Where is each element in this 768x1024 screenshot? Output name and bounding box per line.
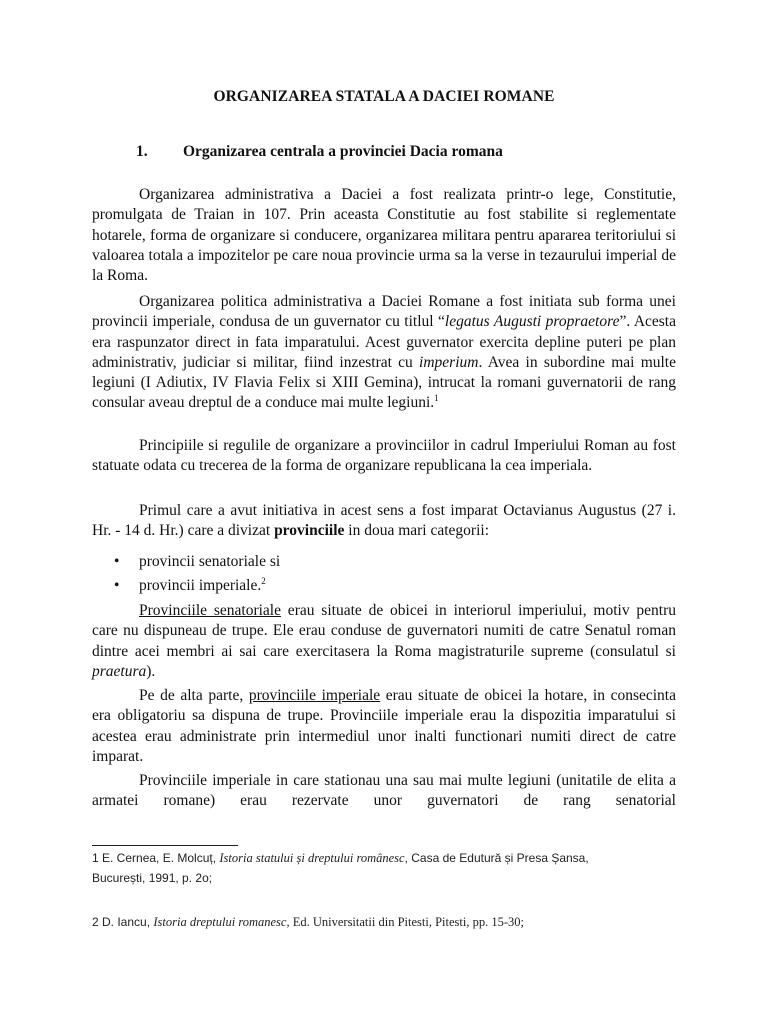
footnote-2: 2 D. Iancu, Istoria dreptului romanesc, Ed. Universitatii din Pitesti, Pitesti, pp. 15-30; bbox=[92, 915, 524, 929]
imperium-term: imperium bbox=[419, 353, 479, 371]
paragraph-5: Provinciile senatoriale erau situate de obicei in interiorul imperiului, motiv pentru care nu dispuneau de trupe. Ele erau conduse de guvernatori numiti de catre Senatul roman dintre acei membri ai sai care exercitasera la Roma magistraturile supreme (consulatul si praetura). bbox=[92, 602, 676, 680]
provinciile-imperiale-term: provinciile imperiale bbox=[248, 687, 381, 704]
list-item: • provincii imperiale.$^2$ bbox=[114, 574, 280, 598]
footnote-ref-1[interactable]: 1 bbox=[434, 393, 439, 404]
bullet-list bbox=[114, 550, 280, 598]
document-title: ORGANIZAREA STATALA A DACIEI ROMANE bbox=[213, 88, 555, 105]
paragraph-7: Provinciile imperiale in care stationau una sau mai multe legiuni (unitatile de elita a armatei romane) erau rezervate unor guvernatori de rang senatorial bbox=[92, 772, 676, 810]
footnote-1-title: Istoria statului și dreptului românesc bbox=[219, 851, 405, 865]
section-number: 1. bbox=[136, 143, 148, 160]
bullet-icon: • bbox=[114, 577, 120, 594]
footnote-separator bbox=[92, 845, 238, 846]
paragraph-3: Principiile si regulile de organizare a provinciilor in cadrul Imperiului Roman au fost statuate odata cu trecerea de la forma de organizare republicana la cea imperiala. bbox=[92, 437, 676, 475]
paragraph-1: Organizarea administrativa a Daciei a fost realizata printr-o lege, Constitutie, promulgata de Traian in 107. Prin aceasta Constitutie au fost stabilite si reglementate hotarele, forma de organizare si conducere, organizarea militara pentru apararea teritoriului si valoarea totala a impozitelor pe care noua provincie urma sa la verse in tezaurului imperial de la Roma. bbox=[92, 186, 676, 285]
footnote-ref-2[interactable]: 2 bbox=[261, 575, 266, 586]
provinciile-senatoriale-term: Provinciile senatoriale bbox=[139, 602, 281, 619]
footnote-1: 1 E. Cernea, E. Molcuț, Istoria statului și dreptului românesc, Casa de Edutură și Presa Șansa, București, 1991, p. 2o; bbox=[92, 851, 589, 885]
section-heading bbox=[136, 143, 503, 161]
bullet-icon: • bbox=[114, 553, 120, 570]
legatus-term: legatus Augusti propraetore bbox=[444, 313, 620, 331]
paragraph-4: Primul care a avut initiativa in acest sens a fost imparat Octavianus Augustus (27 i. Hr. - 14 d. Hr.) care a divizat provinciile in doua mari categorii: bbox=[92, 502, 676, 540]
paragraph-2: Organizarea politica administrativa a Daciei Romane a fost initiata sub forma unei provincii imperiale, condusa de un guvernator cu titlul “legatus Augusti propraetore”. Acesta era raspunzator direct in fata imparatului. Acest guvernator exercita depline puteri pe plan administrativ, judiciar si militar, fiind inzestrat cu imperium. Avea in subordine mai multe legiuni (I Adiutix, IV Flavia Felix si XIII Gemina), intrucat la romani guvernatorii de rang consular aveau dreptul de a conduce mai multe legiuni.$^1$ bbox=[92, 293, 676, 412]
list-item: • provincii senatoriale si bbox=[114, 550, 280, 574]
footnote-2-title: Istoria dreptului romanesc, bbox=[153, 915, 290, 929]
provinciile-term: provinciile bbox=[274, 522, 345, 540]
section-title: Organizarea centrala a provinciei Dacia romana bbox=[183, 143, 503, 160]
praetura-term: praetura bbox=[92, 662, 147, 680]
paragraph-6: Pe de alta parte, provinciile imperiale erau situate de obicei la hotare, in consecinta era obligatoriu sa dispuna de trupe. Provinciile imperiale erau la dispozitia imparatului si acestea erau administrate prin intermediul unor inalti functionari numiti direct de catre imparat. bbox=[92, 687, 676, 765]
